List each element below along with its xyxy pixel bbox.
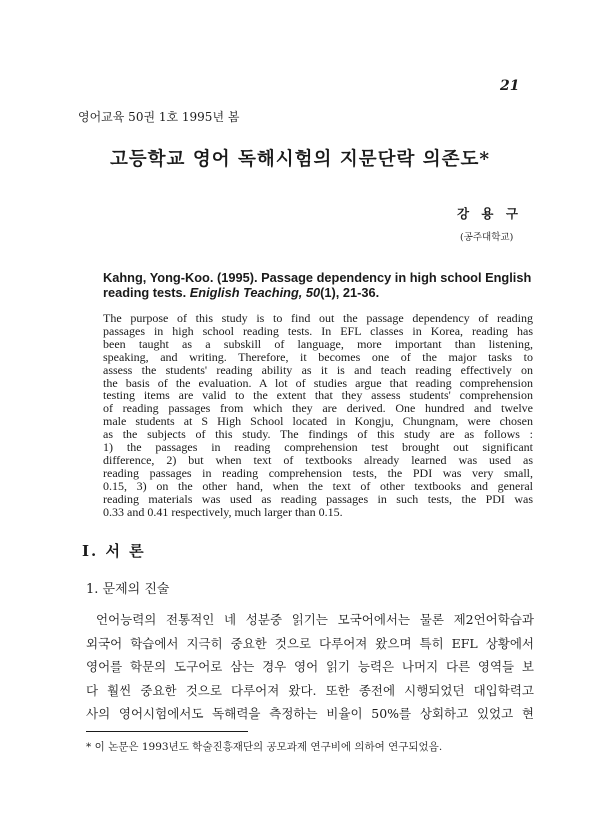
page-number: 21: [500, 78, 520, 94]
abstract-line: of reading passages from which they are derived. One hundred and twelve: [103, 401, 533, 416]
body-line: 영어를 학문의 도구어로 삼는 경우 영어 읽기 능력은 나머지 다른 영역들 보: [86, 659, 534, 675]
abstract-line: assess the students' reading ability as it is and teach reading effectively on: [103, 362, 533, 377]
section-heading: Ⅰ. 서 론: [82, 542, 146, 560]
abstract-line: as the subjects of this study. The findings of this study are as follows :: [103, 427, 533, 442]
citation-line-2: [103, 285, 533, 300]
citation-journal: Eniglish Teaching, 50: [189, 285, 321, 300]
footnote-divider: [86, 731, 248, 732]
citation-line-1: Kahng, Yong-Koo. (1995). Passage dependency in high school English: [103, 270, 532, 285]
body-text: [86, 608, 534, 726]
abstract-line: testing items are valid to the extent that they assess students' comprehension: [103, 388, 533, 403]
footnote: * 이 논문은 1993년도 학술진흥재단의 공모과제 연구비에 의하여 연구되었음.: [86, 741, 443, 753]
abstract-line: been taught as a subskill of language, more important than listening,: [103, 336, 533, 351]
author-affiliation: (공주대학교): [460, 232, 514, 243]
citation-plain: reading tests.: [103, 285, 190, 300]
paper-title: 고등학교 영어 독해시험의 지문단락 의존도*: [109, 149, 491, 170]
abstract-line: difference, 2) but when text of textbooks already learned was used as: [103, 452, 533, 467]
abstract-line: 0.33 and 0.41 respectively, much larger than 0.15.: [103, 504, 343, 519]
body-line: 외국어 학습에서 지극히 중요한 것으로 다루어져 왔으며 특히 EFL 상황에서: [86, 635, 534, 651]
abstract: [103, 312, 533, 519]
citation: [103, 270, 533, 300]
abstract-line: reading materials was used as reading passages in such tests, the PDI was: [103, 491, 533, 506]
abstract-line: speaking, and writing. Therefore, it becomes one of the major tasks to: [103, 349, 533, 364]
body-line: 사의 영어시험에서도 독해력을 측정하는 비율이 50%를 상회하고 있었고 현: [86, 706, 534, 722]
abstract-line: 0.15, 3) on the other hand, when the text of other textbooks and general: [103, 478, 533, 493]
body-line: 다 훨씬 중요한 것으로 다루어져 왔다. 또한 종전에 시행되었던 대입학력고: [86, 682, 534, 698]
abstract-line: male students at S High School located in Kongju, Chungnam, were chosen: [103, 414, 533, 429]
citation-issue-pages: (1), 21-36.: [320, 285, 380, 300]
abstract-line: the basis of the evaluation. A lot of studies argue that reading comprehension: [103, 375, 533, 390]
abstract-line: passages in high school reading tests. In EFL classes in Korea, reading has: [103, 323, 533, 338]
abstract-line: reading passages in reading comprehension tests, the PDI was very small,: [103, 465, 533, 480]
journal-info: 영어교육 50권 1호 1995년 봄: [78, 110, 240, 124]
abstract-line: 1) the passages in reading comprehension test brought out significant: [103, 440, 533, 455]
subsection-heading: 1. 문제의 진술: [86, 582, 170, 597]
author-name: 강 용 구: [457, 206, 522, 221]
body-line: 언어능력의 전통적인 네 성분중 읽기는 모국어에서는 물론 제2언어학습과: [96, 612, 534, 627]
abstract-line: The purpose of this study is to find out the passage dependency of reading: [103, 311, 533, 325]
